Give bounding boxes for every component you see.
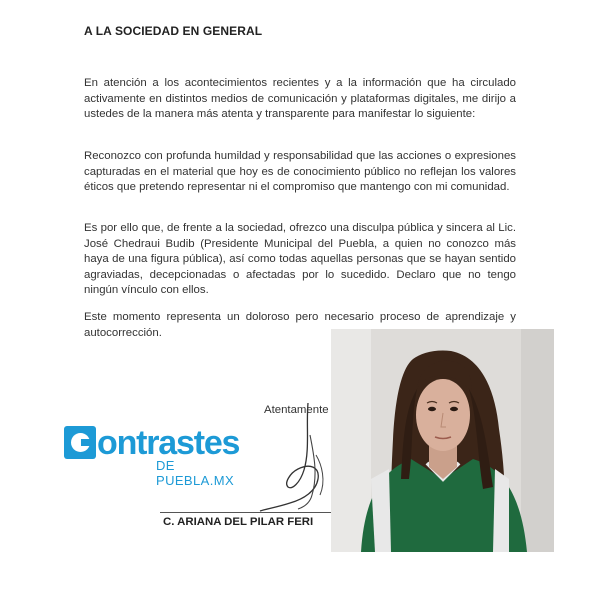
letter-paragraph-2: Reconozco con profunda humildad y responsabilidad que las acciones o expresiones capturadas en el material que hoy es de conocimiento público no reflejan los valores éticos que pretendo representar ni el compromiso que mantengo con mi comunidad.	[84, 150, 516, 194]
letter-paragraph-4: Este momento representa un doloroso pero necesario proceso de aprendizaje y autocorrección.	[84, 311, 516, 339]
letter-heading: A LA SOCIEDAD EN GENERAL	[84, 24, 263, 38]
closing-text: Atentamente	[264, 404, 329, 416]
contrastes-logo	[64, 424, 254, 488]
signature-line	[160, 512, 360, 513]
logo-subtitle: DE PUEBLA.MX	[156, 458, 235, 488]
portrait-photo	[331, 329, 554, 552]
letter-paragraph-1: En atención a los acontecimientos recientes y a la información que ha circulado activamente en distintos medios de comunicación y plataformas digitales, me dirijo a ustedes de la manera más atenta y transparente para manifestar lo siguiente:	[84, 77, 516, 121]
woman-portrait-image	[331, 329, 554, 552]
signer-name: C. ARIANA DEL PILAR FERI	[163, 516, 314, 528]
letter-paragraph-3: Es por ello que, de frente a la sociedad, ofrezco una disculpa pública y sincera al Lic. José Chedraui Budib (Presidente Municipal del Puebla, a quien no conozco más haya de una figura pública), así como todas aquellas personas que se hayan sentido agraviadas, decepcionadas o afectadas por lo sucedido. Declaro que no tengo ningún vínculo con ellos.	[84, 222, 516, 297]
logo-wordmark: ontrastes	[97, 424, 240, 462]
logo-c-mark-icon	[64, 426, 96, 459]
